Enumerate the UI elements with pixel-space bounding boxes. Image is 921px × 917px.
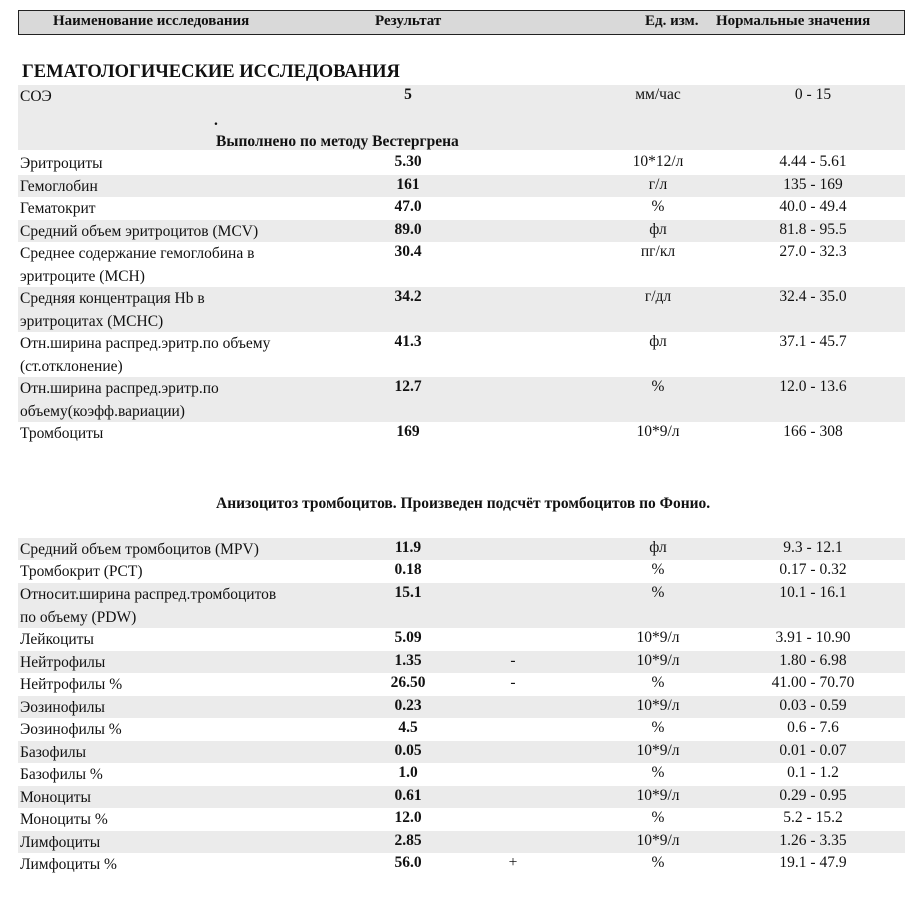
test-result: 30.4 xyxy=(394,243,422,260)
test-unit: 10*9/л xyxy=(636,423,680,440)
test-name: Лимфоциты xyxy=(20,834,101,851)
test-unit: 10*12/л xyxy=(632,153,684,170)
normal-range: 41.00 - 70.70 xyxy=(771,674,855,691)
test-result: 0.23 xyxy=(394,697,422,714)
test-name: Средний объем эритроцитов (MCV) xyxy=(20,223,259,240)
test-result: 47.0 xyxy=(394,198,422,215)
test-unit: % xyxy=(651,198,665,215)
test-result: 0.05 xyxy=(394,742,422,759)
normal-range: 4.44 - 5.61 xyxy=(779,153,847,170)
test-name: Нейтрофилы % xyxy=(20,676,123,693)
test-name: Эозинофилы % xyxy=(20,721,122,738)
test-name xyxy=(20,288,205,333)
normal-range: 81.8 - 95.5 xyxy=(779,221,847,238)
note-dot: . xyxy=(214,112,218,129)
test-name-line2: объему(коэфф.вариации) xyxy=(20,402,185,420)
normal-range: 0.17 - 0.32 xyxy=(779,561,847,578)
table-row xyxy=(18,583,905,628)
normal-range: 3.91 - 10.90 xyxy=(775,629,851,646)
test-result: 56.0 xyxy=(394,854,422,871)
test-result: 12.7 xyxy=(394,378,422,395)
test-name: Базофилы % xyxy=(20,766,103,783)
test-unit: % xyxy=(651,719,665,736)
table-row xyxy=(18,673,905,695)
test-result: 2.85 xyxy=(394,832,422,849)
test-unit: фл xyxy=(649,333,667,350)
test-unit: фл xyxy=(649,539,667,556)
test-unit: % xyxy=(651,809,665,826)
test-name: Гематокрит xyxy=(20,200,96,217)
test-unit: % xyxy=(651,854,665,871)
test-unit: пг/кл xyxy=(640,243,676,260)
test-name: Средний объем тромбоцитов (MPV) xyxy=(20,541,259,558)
test-unit: 10*9/л xyxy=(636,832,680,849)
test-name: Моноциты % xyxy=(20,811,108,828)
normal-range: 135 - 169 xyxy=(783,176,843,193)
test-name: Лимфоциты % xyxy=(20,856,117,873)
test-name-line2: эритроците (MCH) xyxy=(20,267,145,285)
test-name-line2: (ст.отклонение) xyxy=(20,357,123,375)
test-name: Эозинофилы xyxy=(20,699,105,716)
test-name: Нейтрофилы xyxy=(20,654,106,671)
test-result: 5.30 xyxy=(394,153,422,170)
test-unit: г/л xyxy=(648,176,668,193)
test-unit: 10*9/л xyxy=(636,629,680,646)
table-row xyxy=(18,538,905,560)
table-row xyxy=(18,741,905,763)
test-result: 15.1 xyxy=(394,584,422,601)
test-unit: 10*9/л xyxy=(636,697,680,714)
platelet-note: Анизоцитоз тромбоцитов. Произведен подсчёт тромбоцитов по Фонио. xyxy=(216,495,711,512)
test-name: Тромбоциты xyxy=(20,425,104,442)
test-name xyxy=(20,378,219,423)
normal-range: 5.2 - 15.2 xyxy=(783,809,843,826)
table-row xyxy=(18,651,905,673)
normal-range: 40.0 - 49.4 xyxy=(779,198,847,215)
test-name-line2: эритроцитах (MCHC) xyxy=(20,312,164,330)
test-name: Моноциты xyxy=(20,789,91,806)
table-header xyxy=(18,10,905,35)
normal-range: 0.6 - 7.6 xyxy=(787,719,839,736)
normal-range: 1.80 - 6.98 xyxy=(779,652,847,669)
normal-range: 10.1 - 16.1 xyxy=(779,584,847,601)
test-result: 12.0 xyxy=(394,809,422,826)
normal-range: 9.3 - 12.1 xyxy=(783,539,843,556)
normal-range: 19.1 - 47.9 xyxy=(779,854,847,871)
table-row xyxy=(18,197,905,219)
test-unit: % xyxy=(651,584,665,601)
table-row xyxy=(18,175,905,197)
table-row xyxy=(18,332,905,377)
result-flag: + xyxy=(508,854,518,871)
table-row xyxy=(18,242,905,287)
test-result: 89.0 xyxy=(394,221,422,238)
test-unit: % xyxy=(651,378,665,395)
result-flag: - xyxy=(510,652,516,669)
test-unit: 10*9/л xyxy=(636,787,680,804)
table-row xyxy=(18,718,905,740)
normal-range: 0.01 - 0.07 xyxy=(779,742,847,759)
test-name-line1: Средняя концентрация Hb в xyxy=(20,290,205,307)
table-row xyxy=(18,287,905,332)
table-row xyxy=(18,628,905,650)
normal-range: 37.1 - 45.7 xyxy=(779,333,847,350)
table-row xyxy=(18,786,905,808)
normal-range: 1.26 - 3.35 xyxy=(779,832,847,849)
normal-range: 12.0 - 13.6 xyxy=(779,378,847,395)
header-name: Наименование исследования xyxy=(53,13,250,29)
normal-range: 0.29 - 0.95 xyxy=(779,787,847,804)
test-result: 4.5 xyxy=(398,719,418,736)
test-name: Базофилы xyxy=(20,744,87,761)
test-result: 1.35 xyxy=(394,652,422,669)
test-unit: г/дл xyxy=(644,288,672,305)
header-unit: Ед. изм. xyxy=(645,13,699,29)
header-normal: Нормальные значения xyxy=(716,13,871,29)
test-unit: 10*9/л xyxy=(636,742,680,759)
normal-range: 0.03 - 0.59 xyxy=(779,697,847,714)
test-name-line1: Отн.ширина распред.эритр.по объему xyxy=(20,335,271,352)
test-name: СОЭ xyxy=(20,88,52,105)
test-result: 5.09 xyxy=(394,629,422,646)
table-row xyxy=(18,853,905,875)
table-row xyxy=(18,763,905,785)
test-name xyxy=(20,584,276,629)
table-row xyxy=(18,377,905,422)
normal-range: 0.1 - 1.2 xyxy=(787,764,839,781)
test-name: Эритроциты xyxy=(20,155,103,172)
table-row xyxy=(18,152,905,174)
table-row xyxy=(18,696,905,718)
test-unit: % xyxy=(651,674,665,691)
test-name-line1: Среднее содержание гемоглобина в xyxy=(20,245,255,262)
normal-range: 27.0 - 32.3 xyxy=(779,243,847,260)
test-name: Гемоглобин xyxy=(20,178,98,195)
test-name: Лейкоциты xyxy=(20,631,94,648)
table-row xyxy=(18,808,905,830)
test-name-line1: Относит.ширина распред.тромбоцитов xyxy=(20,586,277,603)
test-unit: % xyxy=(651,561,665,578)
test-result: 5 xyxy=(404,86,412,103)
test-result: 34.2 xyxy=(394,288,422,305)
normal-range: 32.4 - 35.0 xyxy=(779,288,847,305)
test-result: 161 xyxy=(396,176,420,193)
table-row xyxy=(18,220,905,242)
test-name: Тромбокрит (PCT) xyxy=(20,563,143,580)
test-name xyxy=(20,333,270,378)
result-flag: - xyxy=(510,674,516,691)
test-result: 41.3 xyxy=(394,333,422,350)
section-title: ГЕМАТОЛОГИЧЕСКИЕ ИССЛЕДОВАНИЯ xyxy=(22,62,400,82)
test-unit: % xyxy=(651,764,665,781)
test-name xyxy=(20,243,254,288)
test-unit: мм/час xyxy=(635,86,681,103)
header-result: Результат xyxy=(375,13,442,29)
test-name-line2: по объему (PDW) xyxy=(20,608,137,626)
test-result: 0.61 xyxy=(394,787,422,804)
esr-method-note: Выполнено по методу Вестергрена xyxy=(216,133,459,150)
test-result: 169 xyxy=(396,423,420,440)
test-result: 0.18 xyxy=(394,561,422,578)
test-result: 11.9 xyxy=(394,539,422,556)
normal-range: 166 - 308 xyxy=(783,423,843,440)
normal-range: 0 - 15 xyxy=(794,86,832,103)
table-row xyxy=(18,831,905,853)
test-result: 1.0 xyxy=(398,764,418,781)
table-row xyxy=(18,560,905,582)
test-unit: 10*9/л xyxy=(636,652,680,669)
test-name-line1: Отн.ширина распред.эритр.по xyxy=(20,380,219,397)
table-row xyxy=(18,422,905,445)
test-unit: фл xyxy=(649,221,667,238)
table-row xyxy=(18,85,905,150)
test-result: 26.50 xyxy=(390,674,426,691)
